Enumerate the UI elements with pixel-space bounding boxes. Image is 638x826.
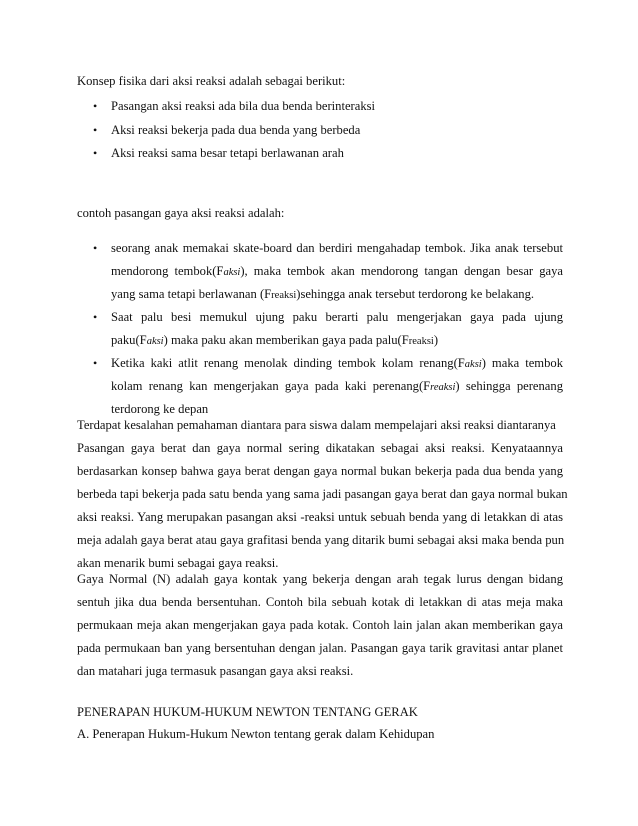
body-line-7: akan menarik bumi sebagai gaya reaksi.	[77, 556, 279, 570]
intro-bullet-2: Aksi reaksi bekerja pada dua benda yang berbeda	[111, 123, 361, 137]
body-line-2: Pasangan gaya berat dan gaya normal sering dikatakan sebagai aksi reaksi. Kenyataannya	[77, 441, 563, 455]
body-line-12: dan matahari juga termasuk pasangan gaya aksi reaksi.	[77, 664, 354, 678]
bullet-icon: •	[93, 310, 98, 324]
examples-heading: contoh pasangan gaya aksi reaksi adalah:	[77, 206, 285, 220]
example-2-line-1: Saat palu besi memukul ujung paku berarti palu mengerjakan gaya pada ujung	[111, 310, 563, 324]
body-line-1: Terdapat kesalahan pemahaman diantara para siswa dalam mempelajari aksi reaksi diantaranya	[77, 418, 556, 432]
example-1-line-3: yang sama tetapi berlawanan (Freaksi)sehingga anak tersebut terdorong ke belakang.	[111, 287, 535, 301]
intro-bullet-1: Pasangan aksi reaksi ada bila dua benda berinteraksi	[111, 99, 376, 113]
body-line-11: pada permukaan ban yang bersentuhan dengan jalan. Pasangan gaya tarik gravitasi antar planet	[77, 641, 563, 655]
intro-bullet-3: Aksi reaksi sama besar tetapi berlawanan arah	[111, 146, 344, 160]
example-2-line-2: paku(Faksi) maka paku akan memberikan gaya pada palu(Freaksi)	[111, 333, 439, 347]
example-3-line-3: terdorong ke depan	[111, 402, 209, 416]
example-3-line-2: kolam renang kan mengerjakan gaya pada kaki perenang(Freaksi) sehingga perenang	[111, 379, 563, 393]
section-title: PENERAPAN HUKUM-HUKUM NEWTON TENTANG GERAK	[77, 705, 418, 719]
body-line-4: berbeda tapi bekerja pada satu benda yang sama jadi pasangan gaya berat dan gaya normal bukan	[77, 487, 568, 501]
example-3-line-1: Ketika kaki atlit renang menolak dinding tembok kolam renang(Faksi) maka tembok	[111, 356, 563, 370]
body-line-9: sentuh jika dua benda bersentuhan. Contoh bila sebuah kotak di letakkan di atas meja maka	[77, 595, 563, 609]
body-line-10: permukaan meja akan mengerjakan gaya pada kotak. Contoh lain jalan akan memberikan gaya	[77, 618, 563, 632]
bullet-icon: •	[93, 123, 98, 137]
body-line-6: meja adalah gaya berat atau gaya grafitasi benda yang ditarik bumi sebagai aksi maka benda pun	[77, 533, 565, 547]
example-1-line-1: seorang anak memakai skate-board dan berdiri mengahadap tembok. Jika anak tersebut	[111, 241, 563, 255]
bullet-icon: •	[93, 99, 98, 113]
bullet-icon: •	[93, 241, 98, 255]
bullet-icon: •	[93, 356, 98, 370]
example-1-line-2: mendorong tembok(Faksi), maka tembok akan mendorong tangan dengan besar gaya	[111, 264, 563, 278]
section-subtitle: A. Penerapan Hukum-Hukum Newton tentang gerak dalam Kehidupan	[77, 727, 435, 741]
intro-heading: Konsep fisika dari aksi reaksi adalah sebagai berikut:	[77, 74, 346, 88]
body-line-8: Gaya Normal (N) adalah gaya kontak yang bekerja dengan arah tegak lurus dengan bidang	[77, 572, 563, 586]
body-line-3: berdasarkan konsep bahwa gaya berat dengan gaya normal bukan bekerja pada dua benda yang	[77, 464, 563, 478]
body-line-5: aksi reaksi. Yang merupakan pasangan aksi -reaksi untuk sebuah benda yang di letakkan di atas	[77, 510, 563, 524]
bullet-icon: •	[93, 146, 98, 160]
